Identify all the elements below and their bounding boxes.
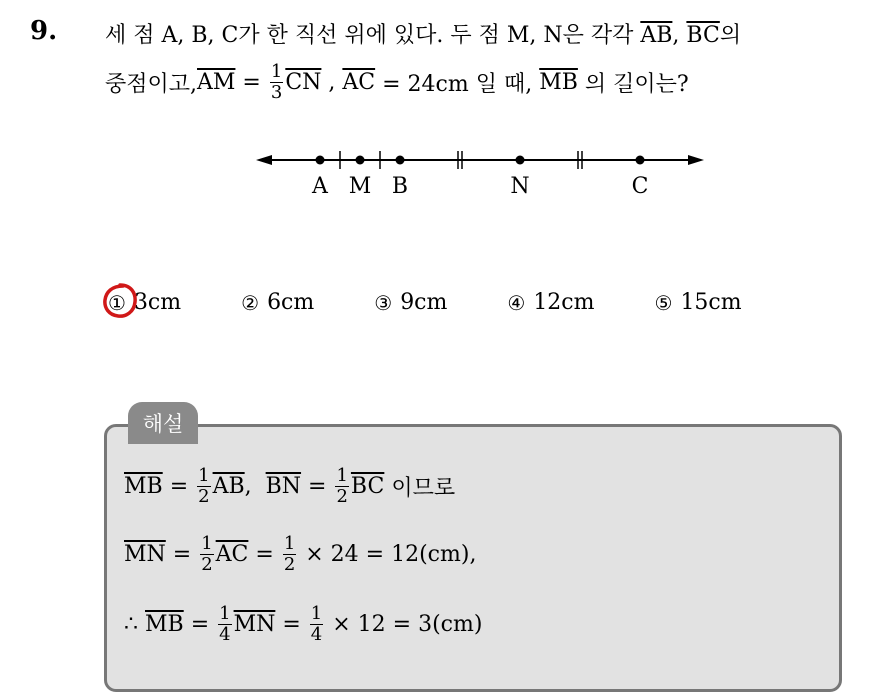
fraction xyxy=(335,466,348,507)
solution-text: 이므로 xyxy=(384,476,456,501)
numerator: 1 xyxy=(270,61,283,82)
choice-mark: ⑤ xyxy=(654,290,673,315)
label-a: A xyxy=(312,174,328,199)
denominator: 2 xyxy=(198,486,210,507)
question-text: 의 xyxy=(719,23,742,48)
segment-cn: $\overline{CN}$ xyxy=(285,70,322,95)
choice-1[interactable] xyxy=(108,290,181,315)
choice-2[interactable] xyxy=(241,290,314,315)
point-m xyxy=(356,156,365,165)
question-line-2 xyxy=(105,62,689,103)
label-c: C xyxy=(631,174,649,199)
numerator: 1 xyxy=(336,465,348,486)
denominator: 2 xyxy=(283,554,296,575)
point-a xyxy=(316,156,325,165)
point-n xyxy=(516,156,525,165)
choice-4[interactable] xyxy=(507,290,594,315)
question-text: 세 점 A, B, C가 한 직선 위에 있다. 두 점 M, N은 각각 xyxy=(105,23,641,48)
numerator: 1 xyxy=(198,465,210,486)
therefore-symbol: ∴ xyxy=(124,612,145,637)
fraction xyxy=(218,604,231,645)
equals: = xyxy=(162,474,196,499)
choice-text: 15cm xyxy=(680,290,742,315)
choice-text: 12cm xyxy=(533,290,595,315)
fraction xyxy=(283,534,296,575)
equals: = xyxy=(235,70,268,95)
solution-tab: 해설 xyxy=(128,402,198,444)
segment-bc: $\overline{BC}$ xyxy=(350,474,385,499)
equals: = xyxy=(301,474,334,499)
point-c xyxy=(636,156,645,165)
equals: = xyxy=(275,612,308,637)
solution-line-3 xyxy=(124,604,482,645)
denominator: 2 xyxy=(201,554,213,575)
choice-mark: ② xyxy=(241,290,260,315)
denominator: 3 xyxy=(270,82,283,103)
equals: = xyxy=(183,612,217,637)
numerator: 1 xyxy=(310,603,323,624)
segment-am: $\overline{AM}$ xyxy=(197,70,236,95)
choice-mark: ③ xyxy=(374,290,393,315)
solution-line-2 xyxy=(124,534,476,575)
question-text: 의 길이는? xyxy=(577,72,689,97)
separator: , xyxy=(321,70,343,95)
arrow-left-icon xyxy=(256,155,272,165)
fraction xyxy=(270,62,283,103)
segment-ab: $\overline{AB}$ xyxy=(212,474,245,499)
fraction xyxy=(200,534,213,575)
label-b: B xyxy=(391,174,409,199)
fraction xyxy=(197,466,210,507)
choice-5[interactable] xyxy=(655,290,742,315)
segment-mb: $\overline{MB}$ xyxy=(539,70,578,95)
choice-text: 9cm xyxy=(400,290,448,315)
solution-text: × 24 = 12(cm), xyxy=(298,542,477,567)
question-text: 중점이고, xyxy=(105,72,198,97)
choice-mark: ④ xyxy=(507,290,526,315)
question-number: 9. xyxy=(30,16,58,46)
point-b xyxy=(396,156,405,165)
choice-mark: ① xyxy=(108,290,126,315)
choice-text: 6cm xyxy=(267,290,315,315)
label-n: N xyxy=(510,174,530,199)
denominator: 2 xyxy=(336,486,348,507)
choice-3[interactable] xyxy=(374,290,447,315)
segment-mb: $\overline{MB}$ xyxy=(145,612,184,637)
question-text: = 24cm 일 때, xyxy=(375,72,540,97)
segment-mn: $\overline{MN}$ xyxy=(233,612,276,637)
segment-bc: $\overline{BC}$ xyxy=(686,23,720,48)
question-line-1 xyxy=(105,18,741,49)
label-m: M xyxy=(348,174,372,199)
numerator: 1 xyxy=(219,603,231,624)
segment-ac: $\overline{AC}$ xyxy=(342,70,376,95)
denominator: 4 xyxy=(219,624,231,645)
solution-text: × 12 = 3(cm) xyxy=(325,612,483,637)
segment-ac: $\overline{AC}$ xyxy=(215,542,249,567)
fraction xyxy=(310,604,323,645)
numerator: 1 xyxy=(201,533,213,554)
equals: = xyxy=(248,542,281,567)
choice-text: 3cm xyxy=(133,290,182,315)
segment-bn: $\overline{BN}$ xyxy=(265,474,302,499)
segment-mb: $\overline{MB}$ xyxy=(124,474,163,499)
numerator: 1 xyxy=(283,533,296,554)
arrow-right-icon xyxy=(688,155,704,165)
separator: , xyxy=(672,23,687,48)
equals: = xyxy=(165,542,199,567)
answer-choices xyxy=(108,290,868,315)
solution-line-1 xyxy=(124,466,455,507)
segment-mn: $\overline{MN}$ xyxy=(124,542,166,567)
selected-circle-icon xyxy=(100,281,140,321)
segment-ab: $\overline{AB}$ xyxy=(640,23,673,48)
denominator: 4 xyxy=(310,624,323,645)
separator: , xyxy=(244,474,266,499)
line-diagram xyxy=(250,145,720,205)
